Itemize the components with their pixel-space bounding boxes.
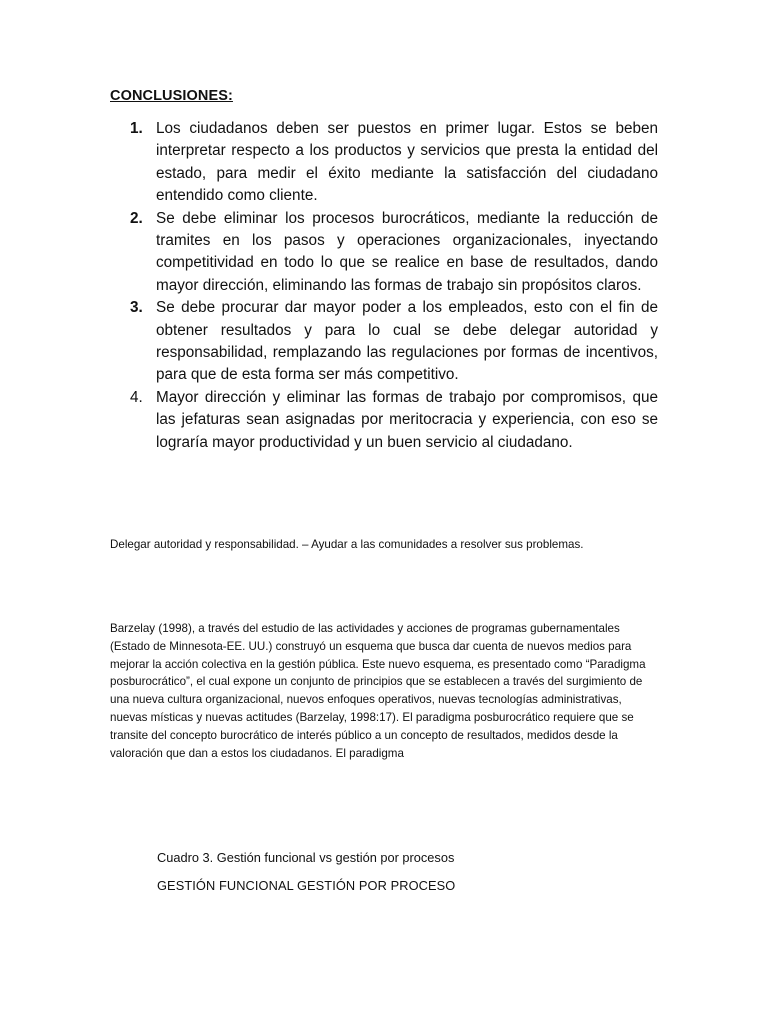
list-item (130, 118, 658, 208)
barzelay-paragraph: Barzelay (1998), a través del estudio de las actividades y acciones de programas gubernamentales (Estado de Minnesota-EE. UU.) construyó un esquema que busca dar cuenta de nuevos medios para mejorar la acción colectiva en la gestión pública. Este nuevo esquema, es presentado como “Paradigma posburocrático”, el cual expone un conjunto de principios que se establecen a través del surgimiento de una nueva cultura organizacional, nuevos enfoques operativos, nuevas tecnologías administrativas, nuevas místicas y nuevas actitudes (Barzelay, 1998:17). El paradigma posburocrático requiere que se transite del concepto burocrático de interés público a un concepto de resultados, medidos desde la valoración que dan a estos los ciudadanos. El paradigma (110, 622, 646, 760)
list-item (130, 297, 658, 387)
list-item-text: Los ciudadanos deben ser puestos en primer lugar. Estos se beben interpretar respecto a los productos y servicios que presta la entidad del estado, para medir el éxito mediante la satisfacción del ciudadano entendido como cliente. (156, 120, 658, 205)
conclusions-heading: CONCLUSIONES: (110, 88, 233, 104)
list-item-number: 3. (130, 299, 143, 317)
list-item-text: Se debe procurar dar mayor poder a los empleados, esto con el fin de obtener resultados y para lo cual se debe delegar autoridad y responsabilidad, remplazando las regulaciones por formas de incentivos, para que de esta forma ser más competitivo. (156, 299, 658, 384)
list-item-text: Se debe eliminar los procesos burocráticos, mediante la reducción de tramites en los pasos y operaciones organizacionales, inyectando competitividad en todo lo que se realice en base de resultados, dando mayor dirección, eliminando las formas de trabajo sin propósitos claros. (156, 209, 658, 294)
list-item (130, 208, 658, 298)
conclusions-list (130, 118, 658, 454)
table-caption: Cuadro 3. Gestión funcional vs gestión por procesos (157, 850, 455, 865)
list-item-number: 2. (130, 209, 143, 227)
list-item (130, 387, 658, 454)
list-item-number: 1. (130, 120, 143, 137)
list-item-number: 4. (130, 388, 143, 406)
list-item-text: Mayor dirección y eliminar las formas de trabajo por compromisos, que las jefaturas sean asignadas por meritocracia y experiencia, con eso se lograría mayor productividad y un buen servicio al ciudadano. (156, 388, 658, 451)
delegate-paragraph: Delegar autoridad y responsabilidad. – Ayudar a las comunidades a resolver sus problemas. (110, 538, 584, 551)
table-header: GESTIÓN FUNCIONAL GESTIÓN POR PROCESO (157, 878, 456, 893)
